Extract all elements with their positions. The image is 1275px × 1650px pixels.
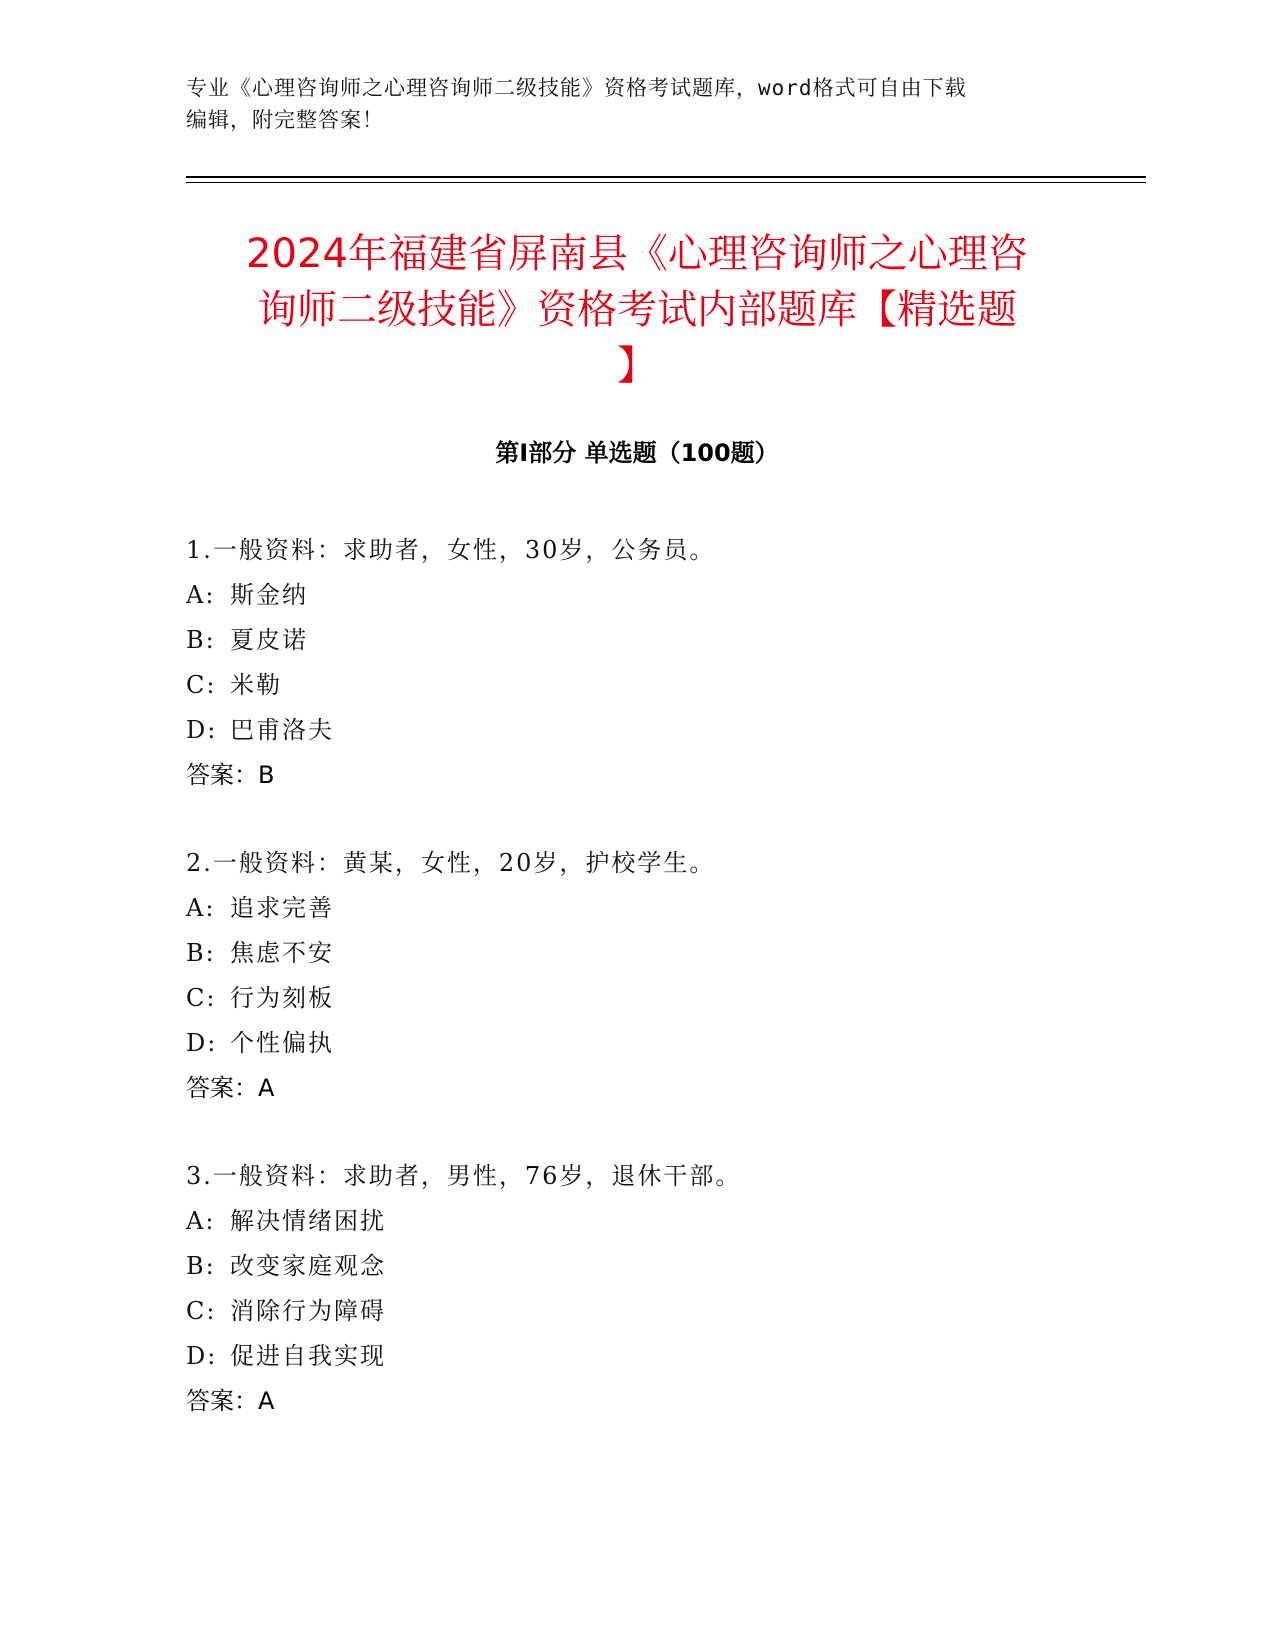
option-letter: D: [186, 1342, 218, 1370]
option-text: 促进自我实现 [230, 1342, 386, 1370]
question-option-c [186, 976, 1086, 1021]
option-text: 斯金纳 [230, 581, 308, 609]
option-text: 夏皮诺 [230, 626, 308, 654]
question-option-d [186, 708, 1086, 753]
question-item [186, 528, 1086, 798]
question-option-a [186, 886, 1086, 931]
question-option-b [186, 618, 1086, 663]
question-stem: 2.一般资料：黄某，女性，20岁，护校学生。 [186, 849, 716, 877]
option-text: 米勒 [230, 671, 282, 699]
header-divider-thick [186, 176, 1146, 178]
question-answer: 答案：A [186, 1387, 275, 1415]
option-letter: A: [186, 894, 216, 922]
question-option-c [186, 1289, 1086, 1334]
question-answer: 答案：A [186, 1074, 275, 1102]
option-text: 改变家庭观念 [230, 1252, 386, 1280]
option-letter: B: [186, 939, 216, 967]
option-text: 追求完善 [230, 894, 334, 922]
document-title-line-2: 询师二级技能》资格考试内部题库【精选题 [257, 287, 1017, 333]
question-list [186, 528, 1086, 1467]
option-letter: D: [186, 716, 218, 744]
question-option-b [186, 1244, 1086, 1289]
question-option-c [186, 663, 1086, 708]
option-letter: C: [186, 671, 217, 699]
option-letter: B: [186, 1252, 216, 1280]
option-text: 个性偏执 [230, 1029, 334, 1057]
option-text: 行为刻板 [230, 984, 334, 1012]
document-title-line-3: 】 [617, 343, 657, 389]
option-text: 巴甫洛夫 [230, 716, 334, 744]
question-stem: 1.一般资料：求助者，女性，30岁，公务员。 [186, 536, 716, 564]
option-letter: C: [186, 984, 217, 1012]
header-note [186, 72, 1076, 136]
question-option-b [186, 931, 1086, 976]
question-option-a [186, 573, 1086, 618]
option-letter: C: [186, 1297, 217, 1325]
question-item [186, 1154, 1086, 1424]
document-title-line-1: 2024年福建省屏南县《心理咨询师之心理咨 [246, 231, 1028, 277]
header-divider-thin [186, 182, 1146, 183]
question-option-d [186, 1021, 1086, 1066]
question-option-d [186, 1334, 1086, 1379]
option-letter: A: [186, 581, 216, 609]
question-item [186, 841, 1086, 1111]
option-letter: A: [186, 1207, 216, 1235]
option-text: 焦虑不安 [230, 939, 334, 967]
question-stem: 3.一般资料：求助者，男性，76岁，退休干部。 [186, 1162, 742, 1190]
section-heading: 第I部分 单选题（100题） [495, 439, 779, 467]
option-text: 消除行为障碍 [230, 1297, 386, 1325]
header-note-line-1: 专业《心理咨询师之心理咨询师二级技能》资格考试题库，word格式可自由下载 [186, 76, 967, 100]
question-option-a [186, 1199, 1086, 1244]
document-title [186, 226, 1088, 394]
option-letter: B: [186, 626, 216, 654]
option-text: 解决情绪困扰 [230, 1207, 386, 1235]
option-letter: D: [186, 1029, 218, 1057]
question-answer: 答案：B [186, 761, 275, 789]
header-note-line-2: 编辑，附完整答案！ [186, 108, 384, 132]
